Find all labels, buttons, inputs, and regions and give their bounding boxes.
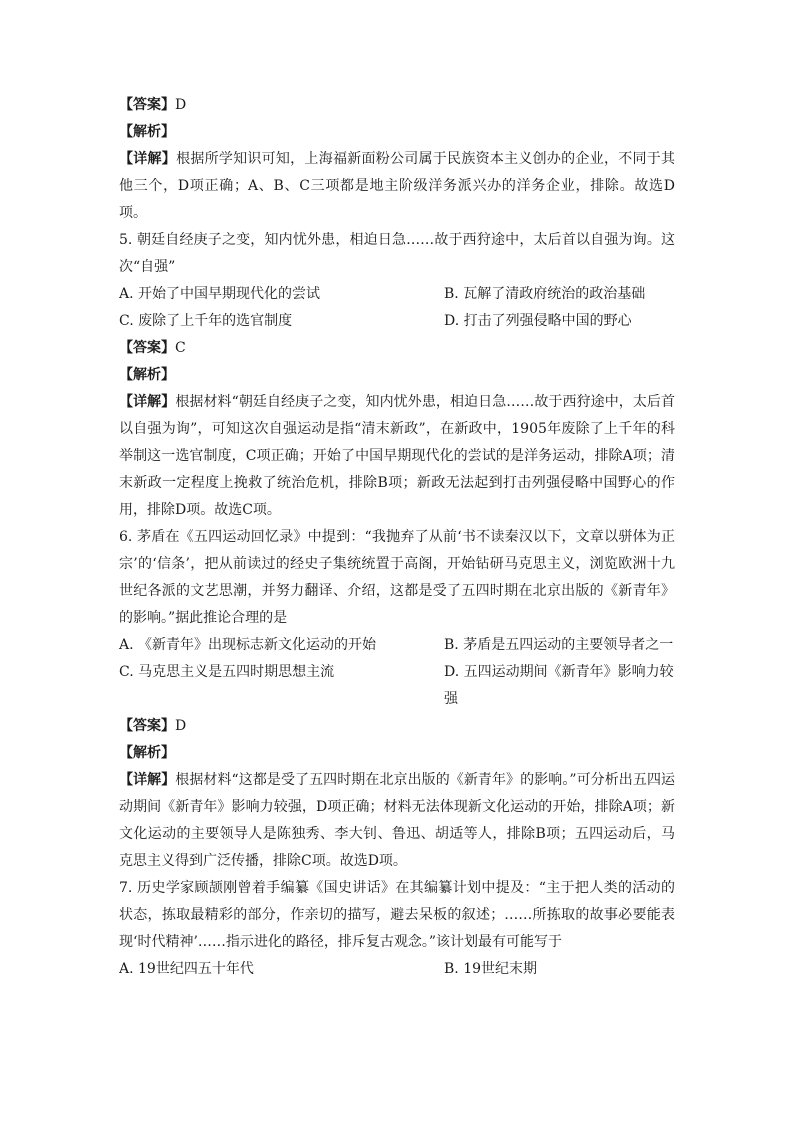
question-stem: 7. 历史学家顾颉刚曾着手编纂《国史讲话》在其编纂计划中提及：“主于把人类的活动的状态，拣取最精彩的部分，作亲切的描写，避去呆板的叙述；……所拣取的故事必要能表现‘时代精神’……指示进化的路径，排斥复古观念。”该计划最有可能写于 xyxy=(119,880,675,950)
answer-value: D xyxy=(175,97,187,113)
document-page xyxy=(119,92,675,983)
analysis-tag: 【解析】 xyxy=(119,745,175,761)
answer-tag: 【答案】 xyxy=(119,340,175,356)
answer-value: D xyxy=(175,718,187,734)
answer-line xyxy=(119,92,675,119)
option-a: A. 19世纪四五十年代 xyxy=(119,961,254,977)
answer-value: C xyxy=(175,340,186,356)
option-row xyxy=(119,956,675,983)
option-a: A. 《新青年》出现标志新文化运动的开始 xyxy=(119,637,377,653)
option-row xyxy=(119,659,675,713)
option-b: B. 瓦解了清政府统治的政治基础 xyxy=(444,286,646,302)
answer-tag: 【答案】 xyxy=(119,97,175,113)
option-a: A. 开始了中国早期现代化的尝试 xyxy=(119,286,321,302)
answer-line xyxy=(119,335,675,362)
option-d: D. 打击了列强侵略中国的野心 xyxy=(444,313,632,329)
answer-tag: 【答案】 xyxy=(119,718,175,734)
option-b: B. 茅盾是五四运动的主要领导者之一 xyxy=(444,637,674,653)
analysis-line xyxy=(119,740,675,767)
detail-text: 根据所学知识可知，上海福新面粉公司属于民族资本主义创办的企业，不同于其他三个，D项正确；A、B、C三项都是地主阶级洋务派兴办的洋务企业，排除。故选D项。 xyxy=(119,151,676,221)
option-row xyxy=(119,308,675,335)
option-row xyxy=(119,632,675,659)
analysis-line xyxy=(119,119,675,146)
detail-paragraph xyxy=(119,146,675,227)
analysis-tag: 【解析】 xyxy=(119,124,175,140)
question-stem: 5. 朝廷自经庚子之变，知内忧外患，相迫日急……故于西狩途中，太后首以自强为询。这次“自强” xyxy=(119,232,675,275)
analysis-line xyxy=(119,362,675,389)
detail-tag: 【详解】 xyxy=(119,394,176,410)
detail-text: 根据材料“朝廷自经庚子之变，知内忧外患，相迫日急……故于西狩途中，太后首以自强为询”，可知这次自强运动是指“清末新政”，在新政中，1905年废除了上千年的科举制这一选官制度，C项正确；开始了中国早期现代化的尝试的是洋务运动，排除A项；清末新政一定程度上挽救了统治危机，排除B项；新政无法起到打击列强侵略中国野心的作用，排除D项。故选C项。 xyxy=(119,394,676,518)
analysis-tag: 【解析】 xyxy=(119,367,175,383)
option-d: D. 五四运动期间《新青年》影响力较强 xyxy=(444,664,674,707)
question-stem: 6. 茅盾在《五四运动回忆录》中提到：“我抛弃了从前‘书不读秦汉以下，文章以骈体为正宗’的‘信条’，把从前读过的经史子集统统置于高阁，开始钻研马克思主义，浏览欧洲十九世纪各派的文艺思潮，并努力翻译、介绍，这都是受了五四时期在北京出版的《新青年》的影响。”据此推论合理的是 xyxy=(119,529,675,626)
detail-tag: 【详解】 xyxy=(119,772,176,788)
option-c: C. 废除了上千年的选官制度 xyxy=(119,313,293,329)
answer-line xyxy=(119,713,675,740)
option-row xyxy=(119,281,675,308)
detail-text: 根据材料“这都是受了五四时期在北京出版的《新青年》的影响。”可分析出五四运动期间《新青年》影响力较强，D项正确；材料无法体现新文化运动的开始，排除A项；新文化运动的主要领导人是陈独秀、李大钊、鲁迅、胡适等人，排除B项；五四运动后，马克思主义得到广泛传播，排除C项。故选D项。 xyxy=(119,772,676,869)
detail-paragraph xyxy=(119,389,675,524)
detail-tag: 【详解】 xyxy=(119,151,177,167)
option-c: C. 马克思主义是五四时期思想主流 xyxy=(119,664,335,680)
option-b: B. 19世纪末期 xyxy=(444,961,538,977)
detail-paragraph xyxy=(119,767,675,875)
